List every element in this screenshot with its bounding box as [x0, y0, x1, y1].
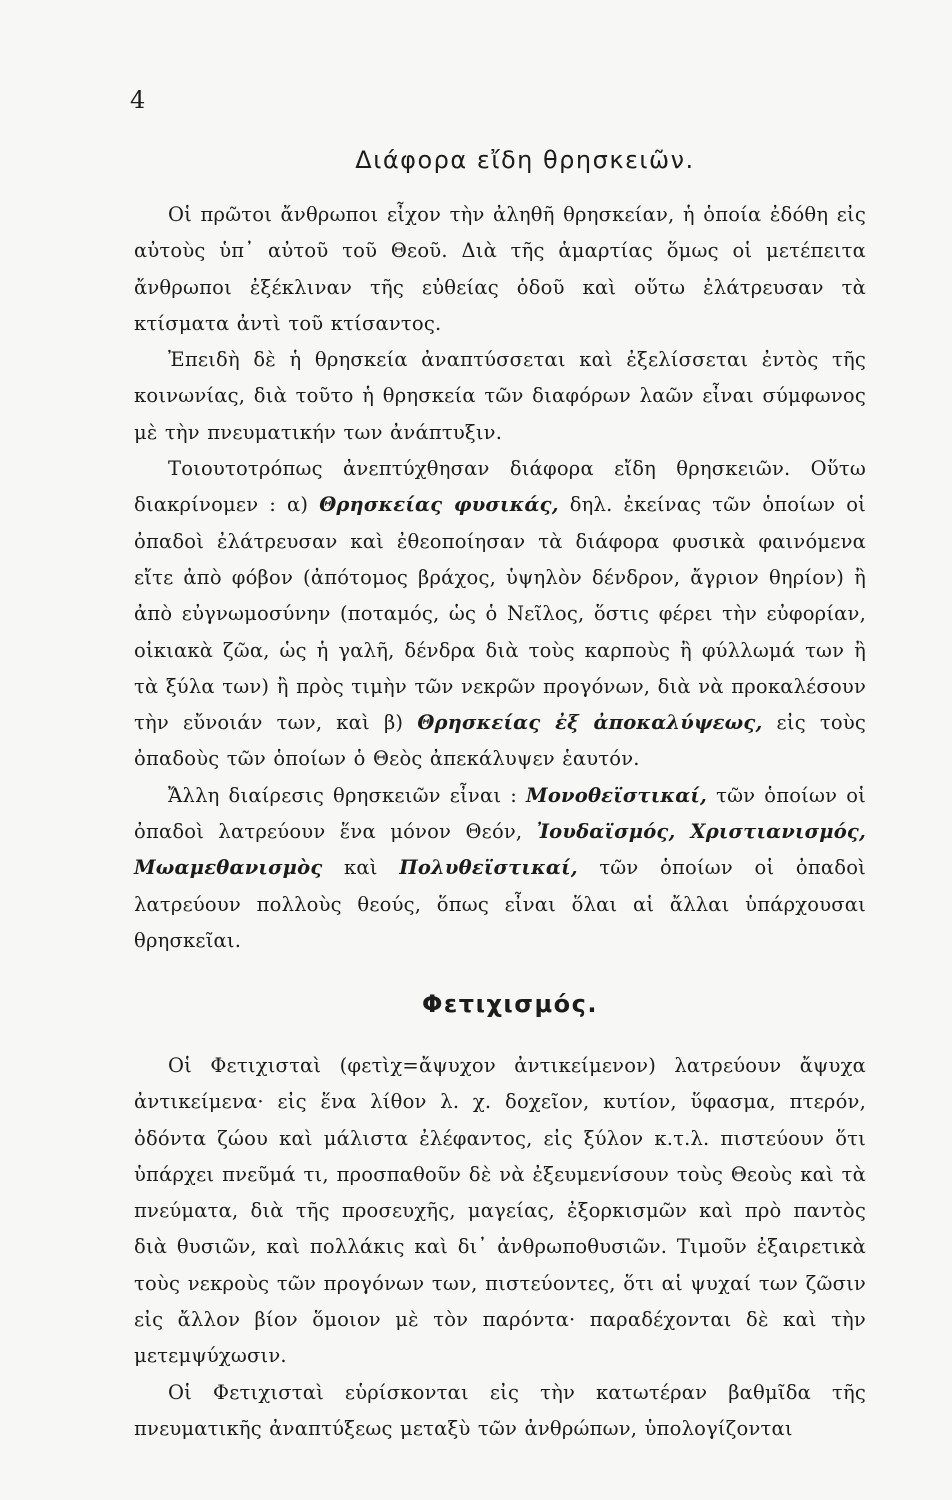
- text-run: Ἄλλη διαίρεσις θρησκειῶν εἶναι :: [168, 783, 527, 807]
- text-run: Τοιουτοτρόπως ἀνεπτύχθησαν διάφορα εἴδη θρησκειῶν. Οὕτω διακρίνομεν : α): [134, 457, 866, 517]
- paragraph: Οἱ πρῶτοι ἄνθρωποι εἶχον τὴν ἀληθῆ θρησκείαν, ἡ ὁποία ἐδόθη εἰς αὐτοὺς ὑπ᾽ αὐτοῦ τοῦ Θεοῦ. Διὰ τῆς ἁμαρτίας ὅμως οἱ μετέπειτα ἄνθρωποι ἐξέκλιναν τῆς εὐθείας ὁδοῦ καὶ οὕτω ἐλάτρευσαν τὰ κτίσματα ἀντὶ τοῦ κτίσαντος.: [134, 203, 866, 335]
- paragraph: [134, 451, 866, 778]
- text-run: τῶν ὁποίων οἱ ὀπαδοὶ λατρεύουν ἕνα μόνον Θεόν,: [134, 783, 866, 844]
- paragraph: [134, 778, 866, 959]
- emphasized-term: Θρησκείας φυσικάς,: [319, 493, 559, 517]
- paragraph: Οἱ Φετιχισταὶ εὑρίσκονται εἰς τὴν κατωτέραν βαθμῖδα τῆς πνευματικῆς ἀναπτύξεως μεταξὺ τῶν ἀνθρώπων, ὑπολογίζονται: [134, 1380, 866, 1440]
- section-title-kinds-of-religions: Διάφορα εἴδη θρησκειῶν.: [355, 146, 695, 174]
- paragraph: Ἐπειδὴ δὲ ἡ θρησκεία ἀναπτύσσεται καὶ ἐξελίσσεται ἐντὸς τῆς κοινωνίας, διὰ τοῦτο ἡ θρησκεία τῶν διαφόρων λαῶν εἶναι σύμφωνος μὲ τὴν πνευματικήν των ἀνάπτυξιν.: [134, 348, 866, 444]
- emphasized-term: Θρησκείας ἐξ ἀποκαλύψεως,: [417, 711, 763, 735]
- emphasized-term: Μονοθεϊστικαί,: [526, 783, 708, 807]
- text-run: δηλ. ἐκείνας τῶν ὁποίων οἱ ὀπαδοὶ ἐλάτρευσαν καὶ ἐθεοποίησαν τὰ διάφορα φυσικὰ φαινόμενα εἴτε ἀπὸ φόβον (ἀπότομος βράχος, ὑψηλὸν δένδρον, ἄγριον θηρίον) ἢ ἀπὸ εὐγνωμοσύνην (ποταμός, ὡς ὁ Νεῖλος, ὅστις φέρει τὴν εὐφορίαν, οἰκιακὰ ζῶα, ὡς ἡ γαλῆ, δένδρα διὰ τοὺς καρποὺς ἢ φύλλωμά των ἢ τὰ ξύλα των) ἢ πρὸς τιμὴν τῶν νεκρῶν προγόνων, διὰ νὰ προκαλέσουν τὴν εὔνοιάν των, καὶ β): [134, 493, 867, 735]
- text-run: καὶ: [322, 856, 400, 880]
- emphasized-term: Ἰουδαϊσμός, Χριστιανισμός, Μωαμεθανισμὸς: [134, 820, 866, 880]
- section-title-fetishism: Φετιχισμός.: [422, 990, 598, 1018]
- text-run: εἰς τοὺς ὀπαδοὺς τῶν ὁποίων ὁ Θεὸς ἀπεκάλυψεν ἑαυτόν.: [134, 711, 866, 771]
- text-run: τῶν ὁποίων οἱ ὀπαδοὶ λατρεύουν πολλοὺς θεούς, ὅπως εἶναι ὅλαι αἱ ἄλλαι ὑπάρχουσαι θρησκεῖαι.: [134, 856, 866, 952]
- paragraph: Οἱ Φετιχισταὶ (φετὶχ=ἄψυχον ἀντικείμενον) λατρεύουν ἄψυχα ἀντικείμενα· εἰς ἕνα λίθον λ. χ. δοχεῖον, κυτίον, ὕφασμα, πτερόν, ὀδόντα ζώου καὶ μάλιστα ἐλέφαντος, εἰς ξύλον κ.τ.λ. πιστεύουν ὅτι ὑπάρχει πνεῦμά τι, προσπαθοῦν δὲ νὰ ἐξευμενίσουν τοὺς Θεοὺς καὶ τὰ πνεύματα, διὰ τῆς προσευχῆς, μαγείας, ἐξορκισμῶν καὶ πρὸ παντὸς διὰ θυσιῶν, καὶ πολλάκις καὶ δι᾽ ἀνθρωποθυσιῶν. Τιμοῦν ἐξαιρετικὰ τοὺς νεκροὺς τῶν προγόνων των, πιστεύοντες, ὅτι αἱ ψυχαί των ζῶσιν εἰς ἄλλον βίον ὅμοιον μὲ τὸν παρόντα· παραδέχονται δὲ καὶ τὴν μετεμψύχωσιν.: [134, 1054, 866, 1368]
- emphasized-term: Πολυθεϊστικαί,: [399, 856, 578, 880]
- section-body-kinds-of-religions: [134, 197, 866, 959]
- page-number: 4: [130, 86, 146, 114]
- section-body-fetishism: [134, 1048, 866, 1447]
